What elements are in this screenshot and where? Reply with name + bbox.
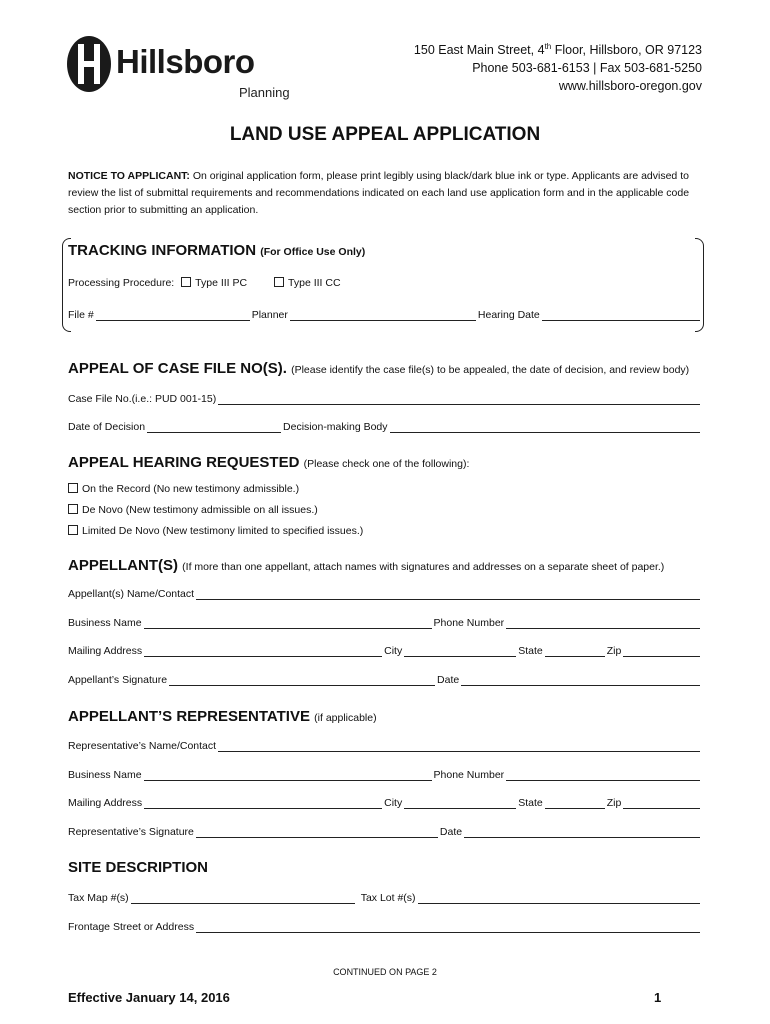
appellant-heading: APPELLANT(S) (If more than one appellant, attach names with signatures and addresses on a separate sheet of paper.)	[68, 557, 665, 574]
representative-state-field[interactable]	[545, 798, 605, 809]
hearing-heading: APPEAL HEARING REQUESTED (Please check one of the following):	[68, 454, 470, 471]
representative-name-row: Representative’s Name/Contact	[68, 736, 702, 752]
representative-city-field[interactable]	[404, 798, 516, 809]
hearing-date-field[interactable]	[542, 310, 700, 321]
representative-phone-field[interactable]	[506, 770, 700, 781]
decision-body-field[interactable]	[390, 422, 700, 433]
appellant-name-field[interactable]	[196, 589, 700, 600]
representative-signature-row: Representative’s Signature Date	[68, 822, 702, 838]
representative-mailing-field[interactable]	[144, 798, 382, 809]
address-block	[414, 38, 702, 95]
representative-business-field[interactable]	[144, 770, 432, 781]
tax-map-field[interactable]	[131, 893, 355, 904]
site-frontage-row: Frontage Street or Address	[68, 917, 702, 933]
appellant-date-field[interactable]	[461, 675, 700, 686]
representative-zip-field[interactable]	[623, 798, 700, 809]
limited-de-novo-checkbox[interactable]	[68, 525, 78, 535]
representative-mailing-row: Mailing Address City State Zip	[68, 793, 702, 809]
appellant-name-row: Appellant(s) Name/Contact	[68, 584, 702, 600]
tax-lot-field[interactable]	[418, 893, 700, 904]
type-iii-cc-checkbox[interactable]	[274, 277, 284, 287]
frontage-field[interactable]	[196, 922, 700, 933]
page-title: LAND USE APPEAL APPLICATION	[229, 124, 541, 145]
appellant-business-field[interactable]	[144, 618, 432, 629]
hearing-option-limited-de-novo[interactable]: Limited De Novo (New testimony limited to specified issues.)	[68, 525, 363, 537]
hillsboro-logo-mark-icon	[66, 35, 112, 93]
date-of-decision-field[interactable]	[147, 422, 281, 433]
website-link[interactable]: www.hillsboro-oregon.gov	[558, 79, 702, 94]
continued-note: CONTINUED ON PAGE 2	[333, 967, 437, 977]
representative-signature-field[interactable]	[196, 827, 438, 838]
appellant-zip-field[interactable]	[623, 646, 700, 657]
processing-procedure: Processing Procedure: Type III PC Type III CC	[68, 277, 341, 289]
case-file-row: Case File No.(i.e.: PUD 001-15)	[68, 389, 702, 405]
hillsboro-logo	[66, 33, 306, 103]
effective-date: Effective January 14, 2016	[68, 990, 230, 1005]
logo-subtitle: Planning	[239, 85, 290, 100]
representative-business-row: Business Name Phone Number	[68, 765, 702, 781]
appellant-city-field[interactable]	[404, 646, 516, 657]
appeal-case-heading: APPEAL OF CASE FILE NO(S). (Please identify the case file(s) to be appealed, the date of decision, and review body)	[68, 360, 690, 377]
address-line-2: Phone 503-681-6153 | Fax 503-681-5250	[472, 61, 702, 76]
file-number-field[interactable]	[96, 310, 250, 321]
logo-wordmark: Hillsboro	[116, 43, 255, 80]
hearing-option-on-record[interactable]: On the Record (No new testimony admissible.)	[68, 483, 299, 495]
tracking-file-row: File # Planner Hearing Date	[68, 305, 702, 321]
appellant-signature-field[interactable]	[169, 675, 435, 686]
appellant-business-row: Business Name Phone Number	[68, 613, 702, 629]
decision-row: Date of Decision Decision-making Body	[68, 417, 702, 433]
site-description-heading: SITE DESCRIPTION	[68, 859, 209, 876]
representative-name-field[interactable]	[218, 741, 700, 752]
appellant-state-field[interactable]	[545, 646, 605, 657]
notice-to-applicant: NOTICE TO APPLICANT: On original application form, please print legibly using black/dark blue ink or type. Applicants are advised to review the list of submittal requirements and recommendations indicated on each land use application form and in the applicable code section prior to submitting an application.	[68, 170, 690, 216]
tracking-heading: TRACKING INFORMATION (For Office Use Only)	[68, 242, 366, 259]
case-file-field[interactable]	[218, 394, 700, 405]
representative-date-field[interactable]	[464, 827, 700, 838]
appellant-mailing-row: Mailing Address City State Zip	[68, 641, 702, 657]
appellant-mailing-field[interactable]	[144, 646, 382, 657]
appellant-phone-field[interactable]	[506, 618, 700, 629]
on-record-checkbox[interactable]	[68, 483, 78, 493]
appellant-signature-row: Appellant’s Signature Date	[68, 670, 702, 686]
address-line-1: 150 East Main Street, 4th Floor, Hillsboro, OR 97123	[413, 42, 702, 58]
de-novo-checkbox[interactable]	[68, 504, 78, 514]
hearing-option-de-novo[interactable]: De Novo (New testimony admissible on all issues.)	[68, 504, 318, 516]
site-tax-row: Tax Map #(s) Tax Lot #(s)	[68, 888, 702, 904]
page-number: 1	[654, 990, 662, 1005]
type-iii-pc-checkbox[interactable]	[181, 277, 191, 287]
planner-field[interactable]	[290, 310, 476, 321]
representative-heading: APPELLANT’S REPRESENTATIVE (if applicable)	[68, 708, 377, 725]
